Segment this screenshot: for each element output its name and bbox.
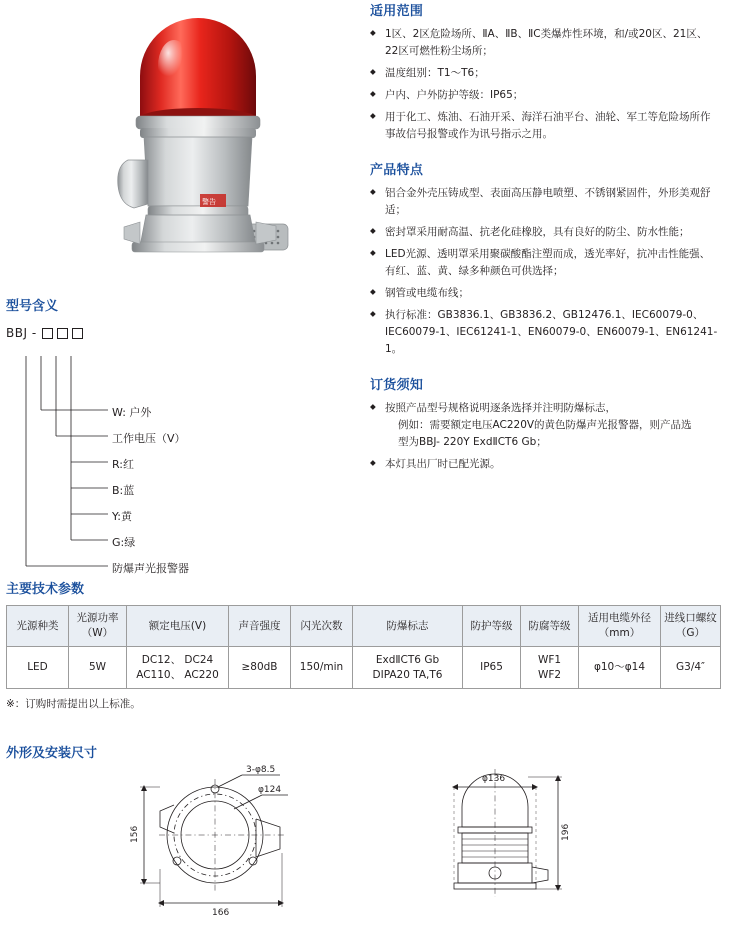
model-section — [0, 295, 360, 588]
list-item: ◆ 密封罩采用耐高温、抗老化硅橡胶，具有良好的防尘、防水性能； — [370, 224, 720, 241]
col-header: 光源功率 （W） — [69, 606, 127, 647]
side-height-label: 196 — [561, 823, 571, 841]
table-row — [7, 647, 721, 689]
list-item: ◆ 1区、2区危险场所、ⅡA、ⅡB、ⅡC类爆炸性环境，和/或20区、21区、22区可燃性粉尘场所； — [370, 26, 720, 60]
col-header: 光源种类 — [7, 606, 69, 647]
col-header: 防腐等级 — [521, 606, 579, 647]
legend-item: R:红 — [112, 458, 135, 471]
cell-light-type: LED — [7, 647, 69, 689]
features-block — [370, 159, 720, 358]
scope-block — [370, 0, 720, 143]
features-title: 产品特点 — [370, 163, 424, 178]
front-height-label: 156 — [130, 825, 140, 843]
list-item — [370, 400, 720, 451]
cell-flash: 150/min — [291, 647, 353, 689]
legend-item: Y:黄 — [112, 510, 132, 523]
scope-list — [370, 26, 720, 143]
cell-corrosion: WF1 WF2 — [521, 647, 579, 689]
list-item: ◆ 铝合金外壳压铸成型、表面高压静电喷塑、不锈钢紧固件，外形美观舒适； — [370, 185, 720, 219]
list-item: ◆ 户内、户外防护等级：IP65； — [370, 87, 720, 104]
legend-item: 防爆声光报警器 — [112, 562, 189, 575]
model-code-row — [6, 326, 360, 348]
table-header-row — [7, 606, 721, 647]
list-item: ◆ 执行标准：GB3836.1、GB3836.2、GB12476.1、IEC60079-0、IEC60079-1、IEC61241-1、EN60079-0、EN60079-1、EN61241-1。 — [370, 307, 720, 358]
scope-title: 适用范围 — [370, 4, 424, 19]
ordering-example-line-2: 型为BBJ- 220Y ExdⅡCT6 Gb； — [398, 436, 547, 448]
cell-thread: G3/4″ — [661, 647, 721, 689]
ordering-title: 订货须知 — [370, 378, 424, 393]
col-header: 防护等级 — [463, 606, 521, 647]
legend-item: G:绿 — [112, 536, 136, 549]
front-view-drawing — [130, 757, 430, 917]
list-item: ◆ LED光源、透明罩采用聚碳酸酯注塑而成，透光率好，抗冲击性能强、有红、蓝、黄、绿多种颜色可供选择； — [370, 246, 720, 280]
spec-title: 主要技术参数 — [6, 582, 85, 597]
col-header: 进线口螺纹 （G） — [661, 606, 721, 647]
cell-voltage: DC12、 DC24 AC110、 AC220 — [127, 647, 229, 689]
cell-cable-dia: φ10～φ14 — [579, 647, 661, 689]
legend-item: 工作电压（V） — [112, 432, 186, 445]
ordering-block — [370, 374, 720, 473]
inner-dia-label: φ124 — [258, 785, 282, 795]
legend-item: W: 户外 — [112, 406, 152, 419]
col-header: 闪光次数 — [291, 606, 353, 647]
dimension-drawings — [0, 765, 730, 925]
hole-label: 3-φ8.5 — [246, 765, 276, 775]
right-column — [370, 0, 720, 489]
front-width-label: 166 — [212, 908, 230, 917]
list-item: ◆ 用于化工、炼油、石油开采、海洋石油平台、油轮、军工等危险场所作事故信号报警或作为讯号指示之用。 — [370, 109, 720, 143]
ordering-list — [370, 400, 720, 473]
cell-ex-mark: ExdⅡCT6 Gb DIPA20 TA,T6 — [353, 647, 463, 689]
svg-text:警告: 警告 — [202, 198, 216, 206]
model-legend — [112, 400, 189, 582]
col-header: 适用电缆外径 （mm） — [579, 606, 661, 647]
side-view-drawing — [410, 757, 660, 917]
model-box-2 — [57, 328, 68, 339]
col-header: 声音强度 — [229, 606, 291, 647]
cell-ip: IP65 — [463, 647, 521, 689]
list-item: ◆ 本灯具出厂时已配光源。 — [370, 456, 720, 473]
dimensions-title: 外形及安装尺寸 — [6, 746, 98, 761]
product-photo — [88, 10, 308, 260]
spec-section — [0, 578, 730, 711]
list-item: ◆ 钢管或电缆布线； — [370, 285, 720, 302]
list-item: ◆ 温度组别：T1～T6； — [370, 65, 720, 82]
cell-sound: ≥80dB — [229, 647, 291, 689]
model-diagram — [0, 348, 360, 588]
spec-table — [6, 605, 721, 689]
features-list — [370, 185, 720, 358]
dimensions-section — [0, 742, 730, 925]
col-header: 防爆标志 — [353, 606, 463, 647]
ordering-example-line-1: 例如：需要额定电压AC220V的黄色防爆声光报警器，则产品选 — [398, 419, 692, 431]
col-header: 额定电压(V) — [127, 606, 229, 647]
model-box-3 — [72, 328, 83, 339]
cell-power: 5W — [69, 647, 127, 689]
model-title: 型号含义 — [6, 299, 59, 314]
side-top-dia-label: φ136 — [482, 774, 506, 784]
spec-note: ※：订购时需提出以上标准。 — [6, 698, 141, 711]
model-code-prefix: BBJ - — [6, 326, 37, 340]
legend-item: B:蓝 — [112, 484, 135, 497]
ordering-text: 按照产品型号规格说明逐条选择并注明防爆标志， — [385, 402, 616, 414]
model-box-1 — [42, 328, 53, 339]
